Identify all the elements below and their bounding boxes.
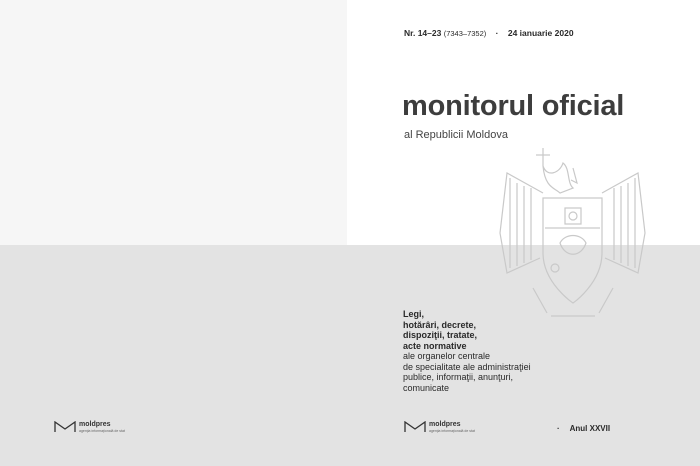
moldpres-logo-mark-icon bbox=[54, 421, 76, 433]
logo-tagline: agenţia informaţională de stat bbox=[429, 429, 475, 433]
issue-info bbox=[404, 28, 574, 38]
content-line-8: comunicate bbox=[403, 382, 450, 393]
logo-name: moldpres bbox=[79, 421, 111, 428]
back-cover-page bbox=[0, 0, 347, 245]
logo-name: moldpres bbox=[429, 421, 461, 428]
content-line-5: ale organelor centrale bbox=[403, 351, 491, 361]
issue-number: Nr. 14–23 bbox=[404, 28, 442, 38]
logo-tagline: agenţia informaţională de stat bbox=[79, 429, 125, 433]
moldpres-logo-back bbox=[54, 421, 125, 433]
content-line-7: publice, informaţii, anunţuri, bbox=[403, 372, 514, 382]
year-separator: · bbox=[557, 424, 560, 433]
content-line-3: dispoziţii, tratate, bbox=[403, 330, 478, 340]
publication-title: monitorul oficial bbox=[402, 90, 625, 122]
content-line-1: Legi, bbox=[403, 309, 425, 319]
moldpres-logo-mark-icon bbox=[404, 421, 426, 433]
issue-separator: · bbox=[495, 28, 499, 38]
issue-range: (7343–7352) bbox=[443, 29, 487, 38]
coat-of-arms-emblem bbox=[485, 138, 660, 330]
content-description bbox=[403, 309, 633, 393]
moldpres-logo-front bbox=[404, 421, 475, 433]
issue-date: 24 ianuarie 2020 bbox=[507, 28, 574, 38]
content-line-2: hotărâri, decrete, bbox=[403, 319, 477, 330]
content-line-6: de specialitate ale administraţiei bbox=[403, 361, 531, 372]
content-line-4: acte normative bbox=[403, 340, 467, 351]
year-info bbox=[557, 424, 610, 433]
year-label: Anul XXVII bbox=[569, 424, 611, 433]
publication-subtitle: al Republicii Moldova bbox=[404, 129, 508, 141]
